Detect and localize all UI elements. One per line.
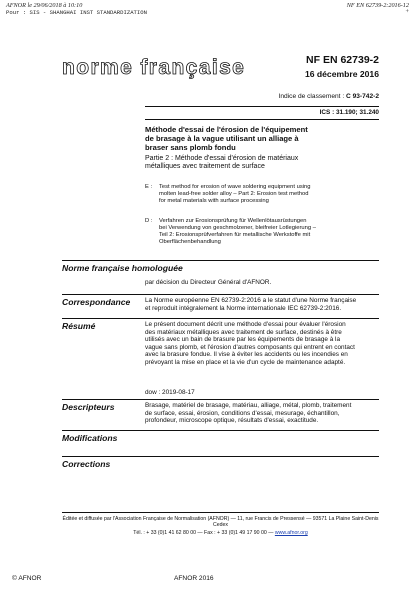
divider-footer — [62, 512, 379, 513]
footer-publisher-year: AFNOR 2016 — [174, 575, 214, 582]
header-recipient: Pour : SIS - SHANGHAI INST STANDARDIZATION — [6, 9, 147, 16]
title-line-2: de brasage à la vague utilisant un alliage à — [145, 134, 299, 143]
title-line-3: braser sans plomb fondu — [145, 143, 236, 152]
descripteurs-line-1: Brasage, matériel de brasage, matériau, alliage, métal, plomb, traitement — [145, 402, 352, 409]
translation-german — [145, 218, 405, 248]
translation-d-line-3: Teil 2: Erosionsprüfverfahren für metallische Werkstoffe mit — [159, 232, 311, 238]
resume-dow: dow : 2019-08-17 — [145, 389, 195, 396]
corrections-label: Corrections — [62, 459, 111, 469]
divider-descripteurs — [62, 399, 379, 400]
footer-contact — [62, 530, 379, 536]
divider-correspondance — [62, 294, 379, 295]
descripteurs-label: Descripteurs — [62, 402, 115, 412]
divider-homologuee — [62, 260, 379, 261]
translation-e-line-1: Test method for erosion of wave soldering equipment using — [159, 184, 311, 190]
translation-d-line-1: Verfahren zur Erosionsprüfung für Wellenlötausrüstungen — [159, 218, 307, 224]
descripteurs-line-2: de surface, essai, érosion, conditions d'essai, mesurage, échantillon, — [145, 409, 340, 417]
norme-francaise-logo: norme française — [62, 56, 246, 79]
document-part-title — [145, 155, 385, 171]
document-title — [145, 125, 385, 152]
resume-line-2: des matériaux métalliques avec traitement de surface, destinés à être — [145, 328, 342, 336]
header-reference: NF EN 62739-2:2016-12 — [346, 2, 409, 9]
divider-modifications — [62, 430, 379, 431]
afnor-website-link[interactable]: www.afnor.org — [274, 530, 308, 536]
translation-e-line-2: molten lead-free solder alloy – Part 2: Erosion test method — [159, 191, 309, 197]
resume-line-4: vague sans plomb, et l'érosion d'autres composants qui entrent en contact — [145, 343, 355, 351]
resume-text — [145, 321, 385, 367]
resume-line-6: prévoyant la mise en place et la vie d'un cycle de maintenance adapté. — [145, 358, 346, 366]
standard-number: NF EN 62739-2 — [306, 54, 379, 66]
resume-line-3: utilisés avec un bain de brasure par les équipements de brasage à la — [145, 336, 341, 344]
descripteurs-line-3: profondeur, microscope optique, résultats d'essai, exactitude. — [145, 417, 319, 425]
modifications-label: Modifications — [62, 433, 118, 443]
divider-corrections — [62, 456, 379, 457]
classification-label: Indice de classement : — [278, 93, 346, 100]
homologuee-label: Norme française homologuée — [62, 263, 183, 273]
correspondance-text — [145, 297, 385, 312]
divider-ics-top — [145, 106, 379, 107]
translation-d-line-4: Oberflächenbehandlung — [159, 239, 221, 245]
classification-index — [279, 93, 379, 101]
header-plus-mark: + — [405, 8, 409, 15]
correspondance-label: Correspondance — [62, 297, 131, 307]
standard-date: 16 décembre 2016 — [304, 69, 379, 79]
translation-d-line-2: bei Verwendung von geschmolzener, bleifreier Lotlegierung – — [159, 225, 316, 231]
divider-resume — [62, 318, 379, 319]
translation-english — [145, 184, 405, 208]
footer-phone-fax: Tél. : + 33 (0)1 41 62 80 00 — Fax : + 33 (0)1 49 17 90 00 — — [133, 530, 275, 536]
divider-ics-bottom — [145, 119, 379, 120]
part-line-1: Partie 2 : Méthode d'essai d'érosion de matériaux — [145, 155, 299, 162]
resume-line-5: avec la brasure fondue. Il vise à éviter les accidents ou les incendies en — [145, 351, 348, 359]
homologuee-text: par décision du Directeur Général d'AFNOR. — [145, 279, 272, 286]
descripteurs-text — [145, 402, 385, 425]
resume-label: Résumé — [62, 321, 96, 331]
translation-code-d: D : — [145, 218, 153, 224]
title-line-1: Méthode d'essai de l'érosion de l'équipement — [145, 125, 308, 134]
correspondance-line-2: et reproduit intégralement la Norme internationale IEC 62739-2:2016. — [145, 304, 342, 312]
classification-value: C 93-742-2 — [346, 93, 379, 100]
ics-code: ICS : 31.190; 31.240 — [319, 109, 379, 116]
footer-copyright: © AFNOR — [12, 575, 42, 582]
translation-e-line-3: for metal materials with surface processing — [159, 198, 269, 204]
part-line-2: métalliques avec traitement de surface — [145, 163, 265, 171]
translation-code-e: E : — [145, 184, 153, 190]
correspondance-line-1: La Norme européenne EN 62739-2:2016 a le statut d'une Norme française — [145, 297, 357, 304]
footer-address: Éditée et diffusée par l'Association Française de Normalisation (AFNOR) — 11, rue Francis de Pressensé — 93571 La Plaine Saint-Denis Cedex — [62, 516, 379, 529]
resume-line-1: Le présent document décrit une méthode d'essai pour évaluer l'érosion — [145, 321, 346, 328]
header-timestamp: AFNOR le 29/06/2018 à 10:10 — [6, 2, 83, 9]
